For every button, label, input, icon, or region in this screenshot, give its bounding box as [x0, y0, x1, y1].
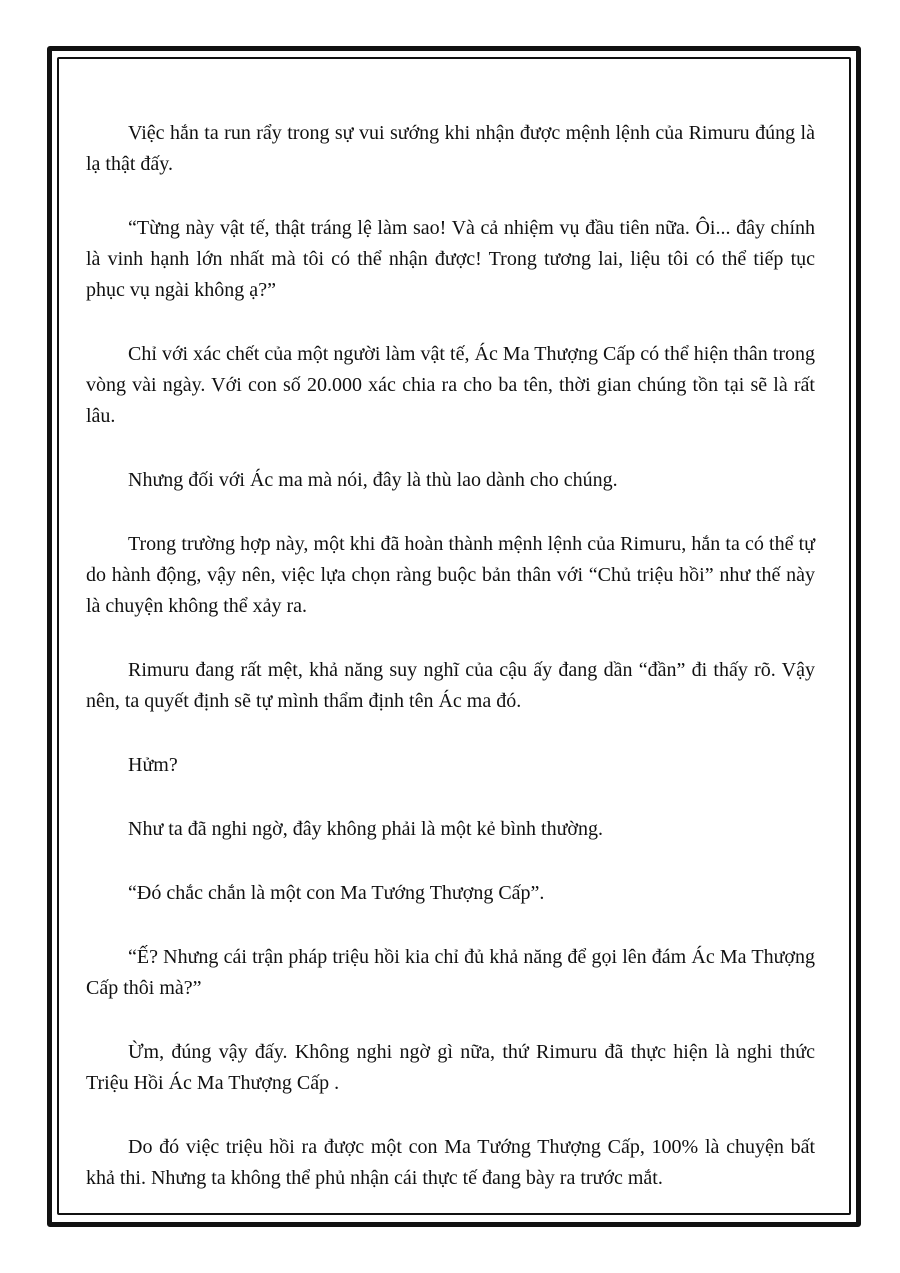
paragraph: “Từng này vật tế, thật tráng lệ làm sao! Và cả nhiệm vụ đầu tiên nữa. Ôi... đây chính là vinh hạnh lớn nhất mà tôi có thể nhận được! Trong tương lai, liệu tôi có thể tiếp tục phục vụ ngài không ạ?” [86, 217, 815, 301]
paragraph: Do đó việc triệu hồi ra được một con Ma Tướng Thượng Cấp, 100% là chuyện bất khả thi. Nhưng ta không thể phủ nhận cái thực tế đang bày ra trước mắt. [86, 1136, 815, 1189]
paragraph: Nhưng đối với Ác ma mà nói, đây là thù lao dành cho chúng. [128, 469, 618, 491]
paragraph: Trong trường hợp này, một khi đã hoàn thành mệnh lệnh của Rimuru, hắn ta có thể tự do hành động, vậy nên, việc lựa chọn ràng buộc bản thân với “Chủ triệu hồi” như thế này là chuyện không thể xảy ra. [86, 533, 815, 617]
paragraph: “Ế? Nhưng cái trận pháp triệu hồi kia chỉ đủ khả năng để gọi lên đám Ác Ma Thượng Cấp thôi mà?” [86, 946, 815, 999]
paragraph: Như ta đã nghi ngờ, đây không phải là một kẻ bình thường. [128, 818, 603, 840]
page-text [86, 118, 815, 1227]
paragraph: “Đó chắc chắn là một con Ma Tướng Thượng Cấp”. [128, 882, 545, 904]
paragraph: Việc hắn ta run rẩy trong sự vui sướng khi nhận được mệnh lệnh của Rimuru đúng là lạ thật đấy. [86, 122, 815, 175]
paragraph: Ừm, đúng vậy đấy. Không nghi ngờ gì nữa, thứ Rimuru đã thực hiện là nghi thức Triệu Hồi Ác Ma Thượng Cấp . [86, 1041, 815, 1094]
paragraph: Chỉ với xác chết của một người làm vật tế, Ác Ma Thượng Cấp có thể hiện thân trong vòng vài ngày. Với con số 20.000 xác chia ra cho ba tên, thời gian chúng tồn tại sẽ là rất lâu. [86, 343, 815, 427]
paragraph: Rimuru đang rất mệt, khả năng suy nghĩ của cậu ấy đang dần “đần” đi thấy rõ. Vậy nên, ta quyết định sẽ tự mình thẩm định tên Ác ma đó. [86, 659, 815, 712]
paragraph: Hửm? [128, 754, 178, 776]
